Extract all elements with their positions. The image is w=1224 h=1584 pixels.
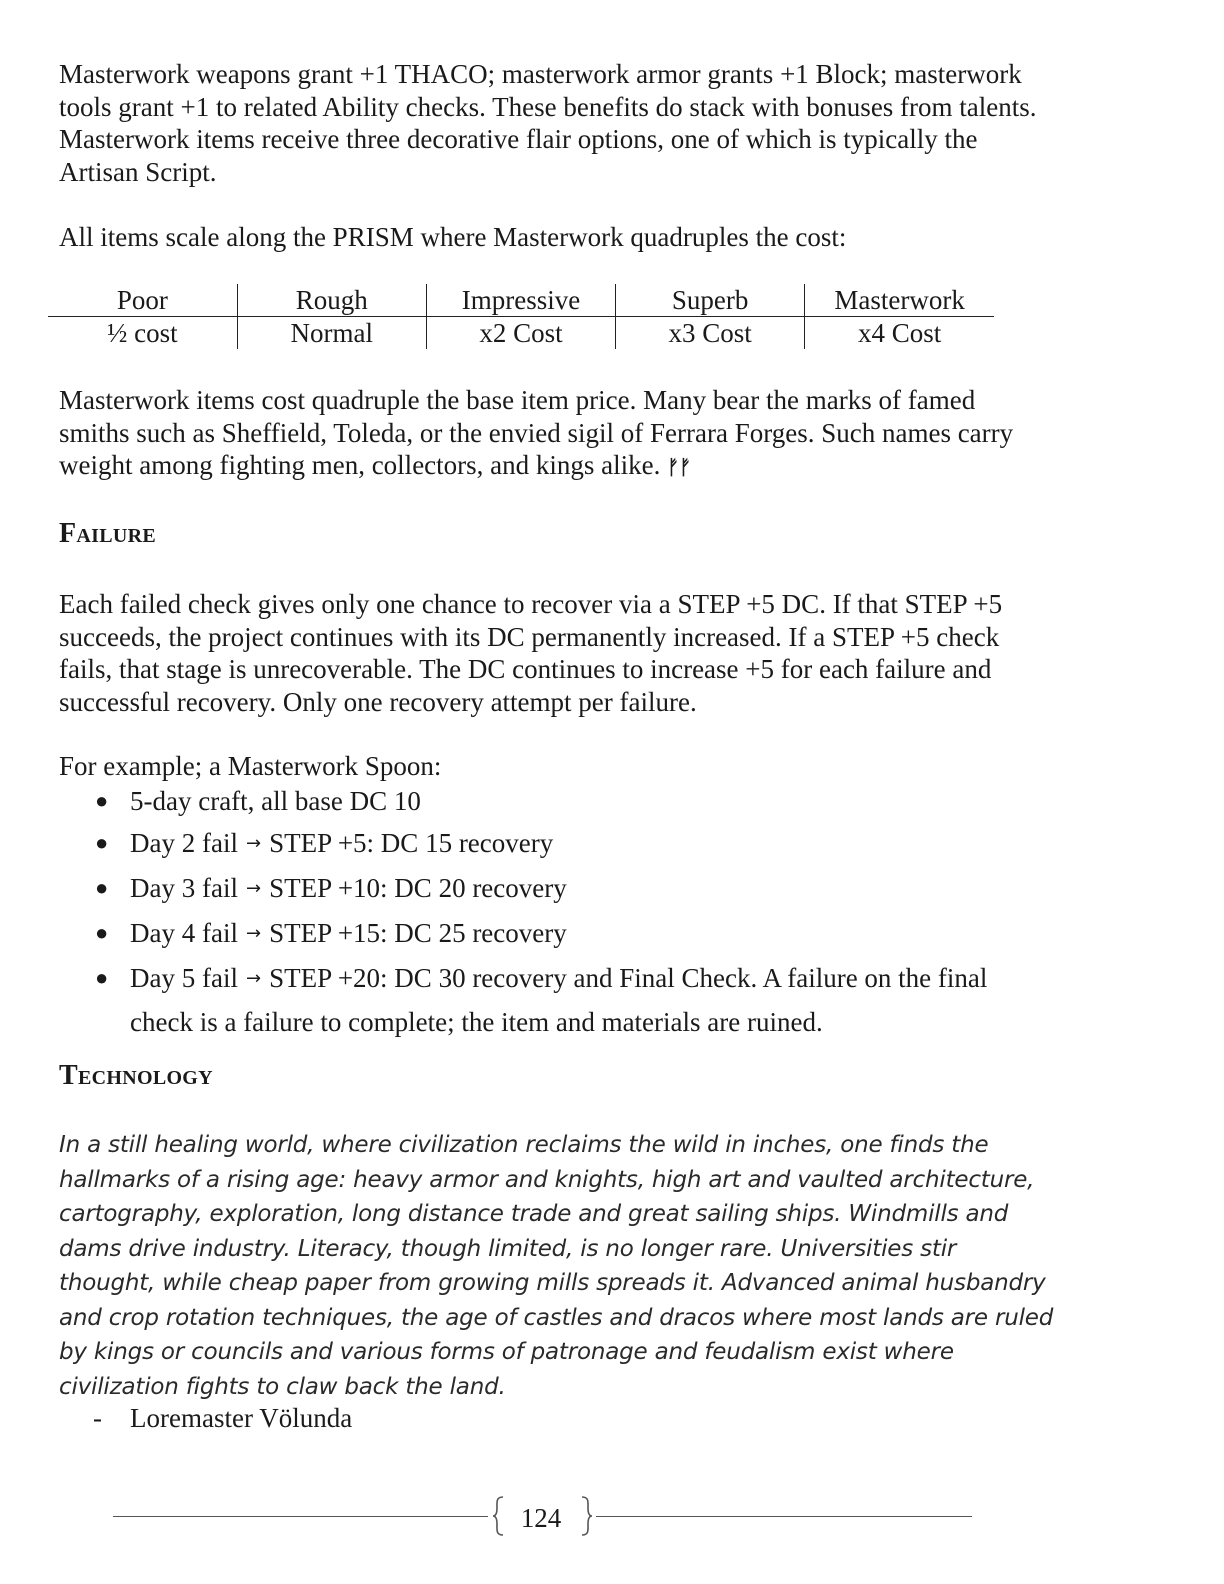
bullet-text: STEP +20: DC 30 recovery and Final Check. A failure on the final check is a failure to complete; the item and materials are ruined. — [130, 963, 988, 1037]
footer-rule-right — [596, 1516, 972, 1517]
prism-value-row — [48, 317, 994, 350]
bullet-text: 5-day craft, all base DC 10 — [130, 786, 421, 816]
arrow-right-icon: → — [245, 923, 262, 944]
bullet-icon: ● — [95, 920, 109, 945]
bullet-lead: Day 3 fail — [130, 873, 238, 903]
prism-intro: All items scale along the PRISM where Masterwork quadruples the cost: — [59, 222, 847, 252]
bullet-text: STEP +15: DC 25 recovery — [269, 918, 567, 948]
technology-heading: Technology — [59, 1060, 213, 1091]
bullet-icon: ● — [95, 965, 109, 990]
bullet-icon: ● — [95, 875, 109, 900]
prism-value-poor: ½ cost — [107, 317, 178, 348]
prism-value-impressive: x2 Cost — [426, 317, 615, 350]
list-item — [59, 958, 1049, 1042]
intro-paragraph: Masterwork weapons grant +1 THACO; masterwork armor grants +1 Block; masterwork tools grant +1 to related Ability checks. These benefits do stack with bonuses from talents. Masterwork items receive three decorative flair options, one of which is typically the Artisan Script. — [59, 59, 1037, 187]
list-item — [59, 913, 1049, 957]
failure-heading: Failure — [59, 518, 156, 549]
page-number: 124 — [520, 1503, 562, 1533]
example-bullet-list — [59, 784, 1049, 1042]
bullet-lead: Day 5 fail — [130, 963, 238, 993]
failure-paragraph: Each failed check gives only one chance to recover via a STEP +5 DC. If that STEP +5 succeeds, the project continues with its DC permanently increased. If a STEP +5 check fails, that stage is unrecoverable. The DC continues to increase +5 for each failure and successful recovery. Only one recovery attempt per failure. — [59, 589, 1003, 717]
prism-value-masterwork: x4 Cost — [805, 317, 994, 350]
arrow-right-icon: → — [245, 878, 262, 899]
prism-header-masterwork: Masterwork — [805, 284, 994, 317]
technology-quote: In a still healing world, where civilization reclaims the wild in inches, one finds the hallmarks of a rising age: heavy armor and knights, high art and vaulted architecture, cartography, exploration, long distance trade and great sailing ships. Windmills and dams drive industry. Literacy, though limited, is no longer rare. Universities stir thought, while cheap paper from growing mills spreads it. Advanced animal husbandry and crop rotation techniques, the age of castles and dracos where most lands are ruled by kings or councils and various forms of patronage and feudalism exist where civilization fights to claw back the land. — [59, 1132, 1054, 1400]
attribution-dash: - — [93, 1403, 102, 1433]
list-item — [59, 823, 1049, 867]
prism-header-row — [48, 284, 994, 317]
masterwork-paragraph — [59, 384, 1049, 484]
smith-mark-icon: ᚠᚠ — [667, 455, 692, 479]
prism-header-impressive: Impressive — [426, 284, 615, 317]
prism-header-rough: Rough — [237, 284, 426, 317]
prism-value-superb: x3 Cost — [616, 317, 805, 350]
prism-header-poor: Poor — [48, 284, 237, 317]
prism-header-superb: Superb — [616, 284, 805, 317]
quote-attribution — [59, 1403, 352, 1434]
arrow-right-icon: → — [245, 833, 262, 854]
masterwork-paragraph-text: Masterwork items cost quadruple the base item price. Many bear the marks of famed smiths such as Sheffield, Toleda, or the envied sigil of Ferrara Forges. Such names carry weight among fighting men, collectors, and kings alike. — [59, 385, 1014, 480]
list-item — [59, 784, 1049, 818]
bullet-lead: Day 4 fail — [130, 918, 238, 948]
attribution-name: Loremaster Völunda — [130, 1403, 353, 1433]
bullet-text: STEP +5: DC 15 recovery — [269, 828, 554, 858]
bullet-icon: ● — [95, 788, 109, 813]
bullet-icon: ● — [95, 830, 109, 855]
arrow-right-icon: → — [245, 968, 262, 989]
list-item — [59, 868, 1049, 912]
bullet-lead: Day 2 fail — [130, 828, 238, 858]
bullet-text: STEP +10: DC 20 recovery — [269, 873, 567, 903]
example-intro: For example; a Masterwork Spoon: — [59, 751, 442, 781]
prism-value-rough: Normal — [237, 317, 426, 350]
right-brace-icon — [581, 1496, 593, 1536]
prism-table — [48, 284, 994, 349]
footer-rule-left — [113, 1516, 488, 1517]
